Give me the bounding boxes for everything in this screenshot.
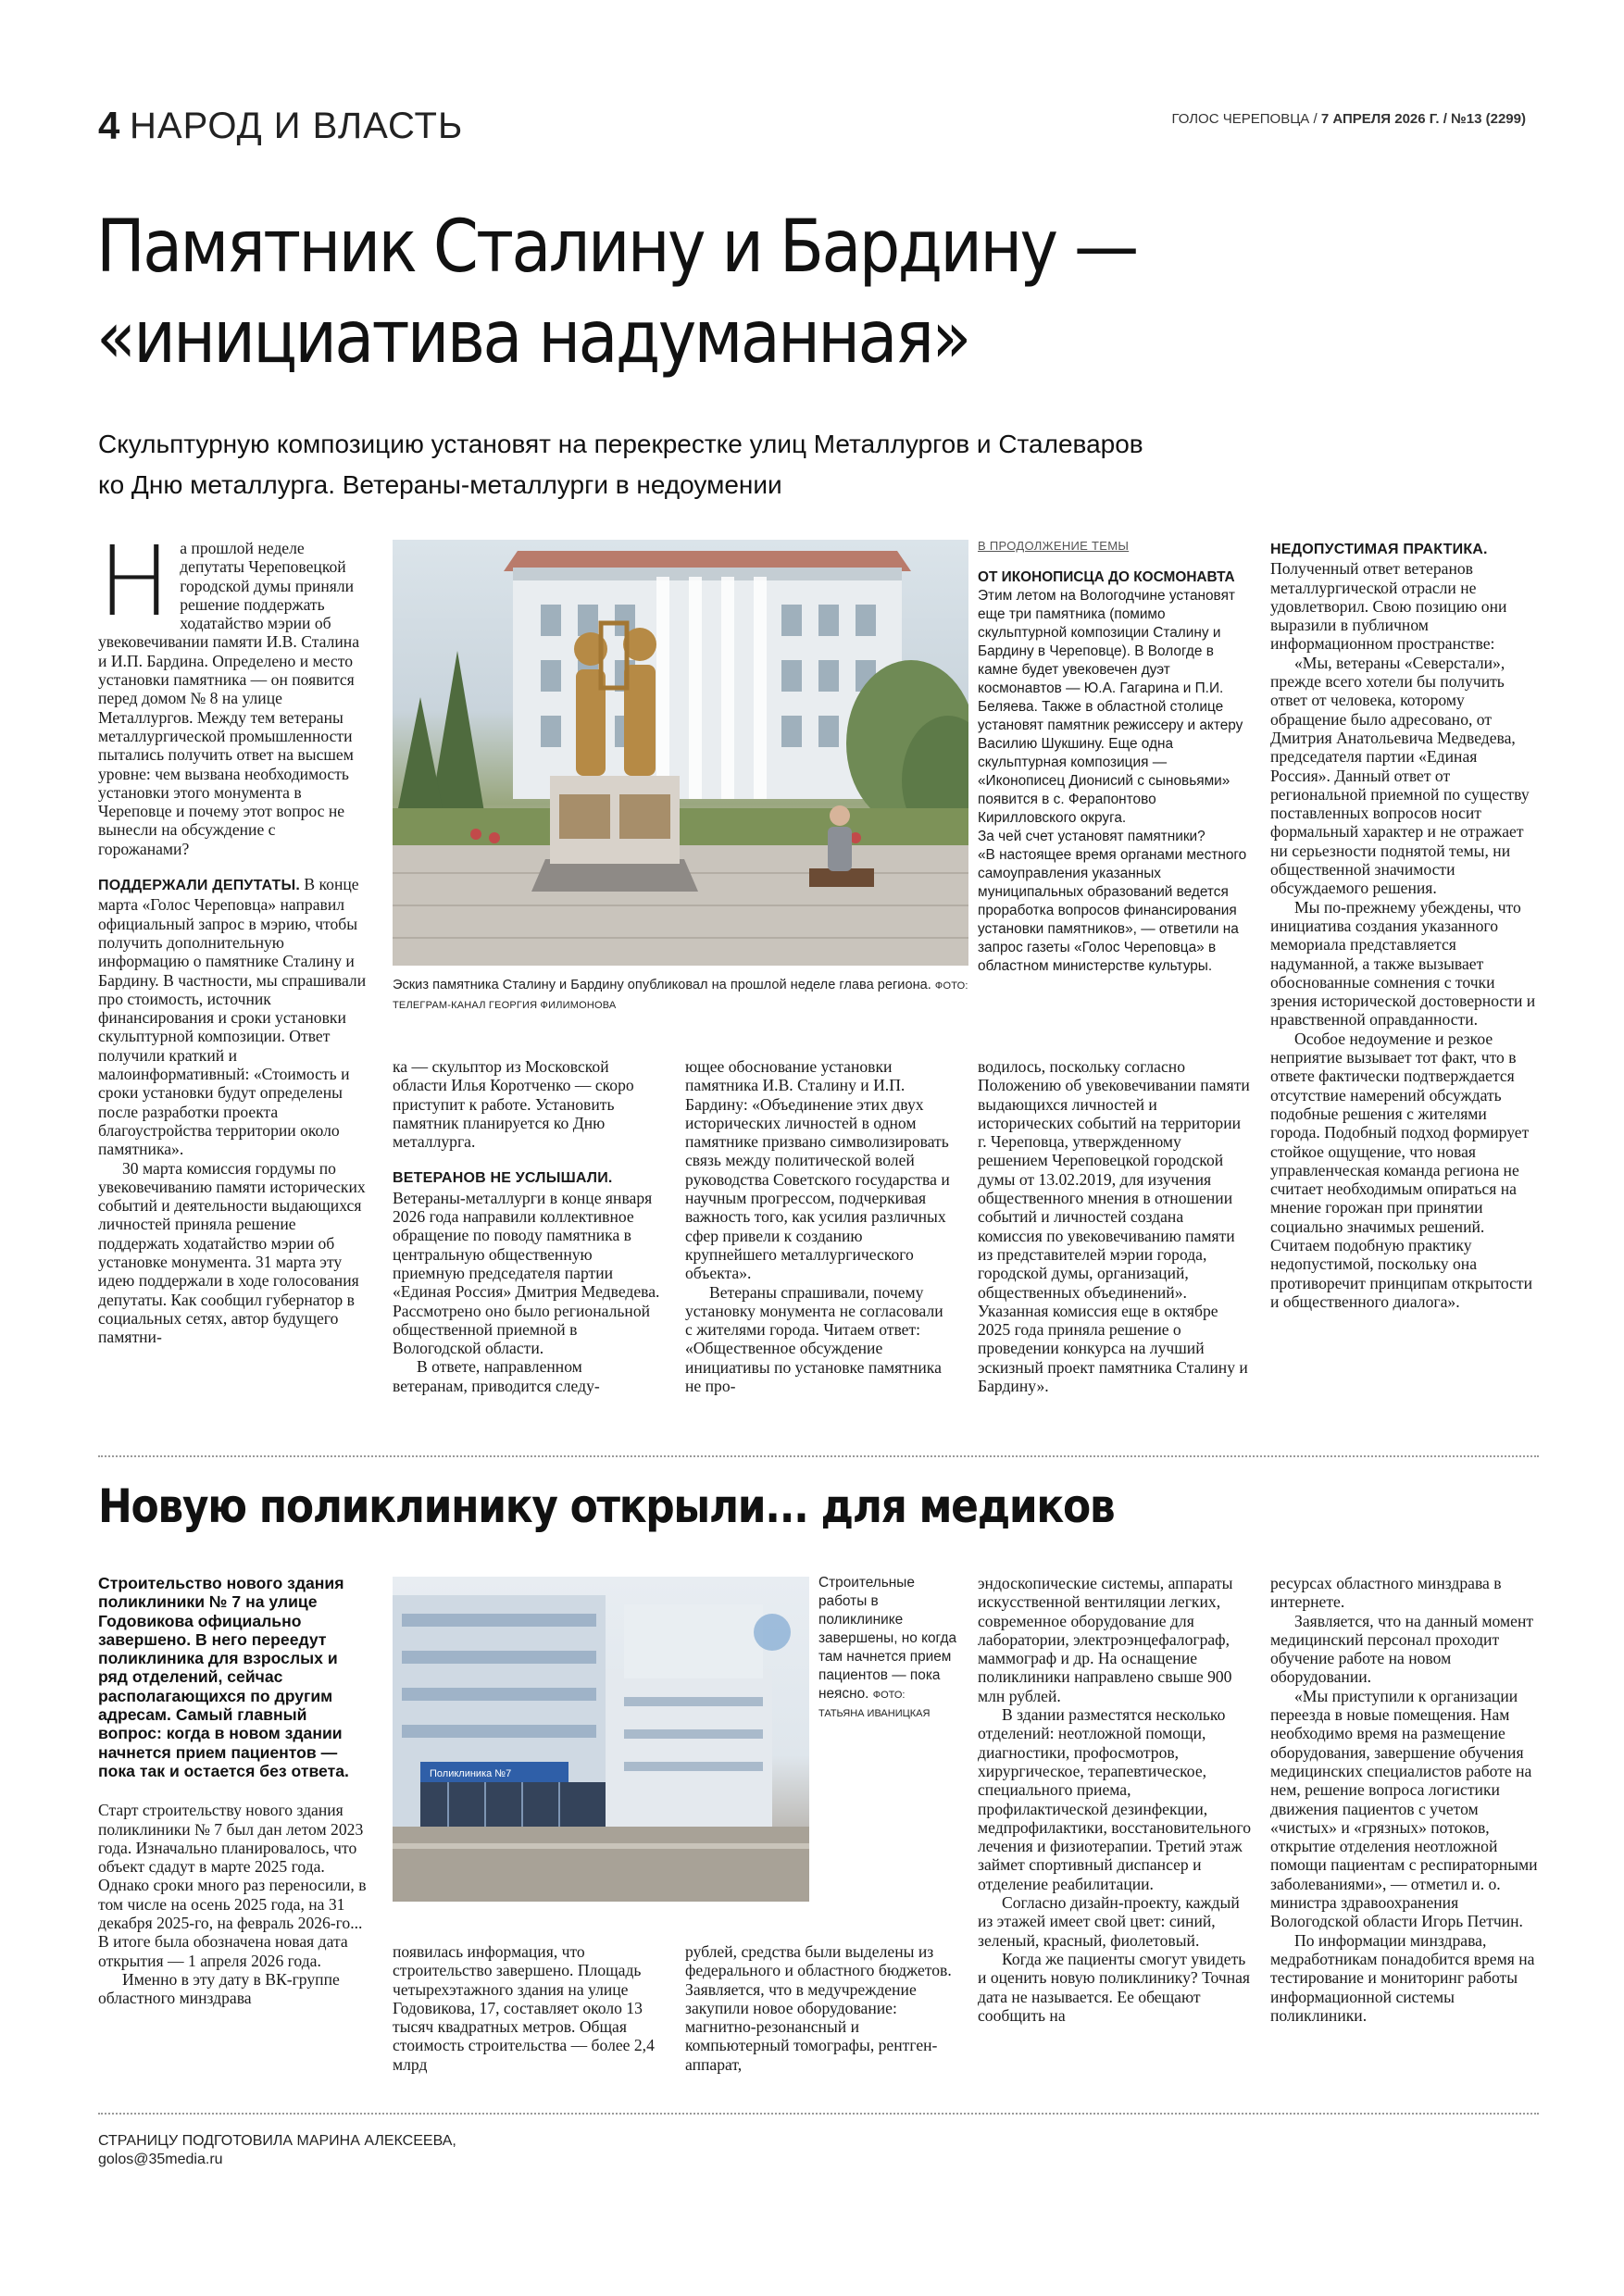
- issue-date: 7 АПРЕЛЯ 2026 Г. / №13 (2299): [1320, 111, 1526, 127]
- subheading-veterans: ВЕТЕРАНОВ НЕ УСЛЫШАЛИ.: [393, 1170, 613, 1187]
- sidebar-question: За чей счет установят памятники?: [978, 829, 1206, 844]
- drop-cap: Н: [98, 525, 171, 638]
- subheading-practice: НЕДОПУСТИМАЯ ПРАКТИКА.: [1270, 542, 1488, 557]
- footer-divider: [98, 2113, 1539, 2115]
- article1-paragraph: 30 марта комиссия гордумы по увековечиванию памяти исторических событий и деятельности выдающихся личностей приняла решение поддержать ходатайство мэрии об установке монумента. 31 марта эту идею поддержали в ходе голосования депутаты. Как сообщил губернатор в социальных сетях, автор будущего памятни-: [98, 1158, 366, 1347]
- article1-paragraph: ПОДДЕРЖАЛИ ДЕПУТАТЫ. В конце марта «Голос Череповца» направил официальный запрос в мэрию, чтобы получить дополнительную информацию о памятнике Сталину и Бардину. В частности, мы спрашивали про стоимость, источник финансирования и сроки установки скульптурной композиции. Ответ получили краткий и малоинформативный: «Стоимость и сроки установки будут определены после разработки проекта благоустройства территории около памятника».: [98, 875, 367, 1159]
- article1-column-5: НЕДОПУСТИМАЯ ПРАКТИКА. Полученный ответ ветеранов металлургической отрасли не удовлетворил. Свою позицию они выразили в публичном информационном пространстве: «Мы, ветераны «Северстали», прежде всего хотели бы получить ответ от человека, которому обращение было адресовано, от Дмитрия Анатольевича Медведева, председателя партии «Единая Россия». Данный ответ от региональной приемной по существу поставленных вопросов носит формальный характер и не отражает ни серьезности поднятой темы, ни общественной значимости обсуждаемого решения. Мы по-прежнему убеждены, что инициатива создания указанного мемориала представляется надуманной, а также вызывает обоснованные сомнения с точки зрения исторической достоверности и нравственной оправданности. Особое недоумение и резкое неприятие вызывает тот факт, что в ответе фактически подтверждается отсутствие намерений обсуждать подобные решения с жителями города. Подобный подход формирует стойкое ощущение, что новая управленческая команда региона не считает необходимым опираться на мнение горожан при принятии социально значимых решений. Считаем подобную практику недопустимой, поскольку она противоречит принципам открытости и общественного диалога».: [1270, 539, 1539, 1311]
- page-credits: [98, 2132, 456, 2169]
- photo2-credit: ТАТЬЯНА ИВАНИЦКАЯ: [818, 1708, 931, 1719]
- article1-column-3: ющее обоснование установки памятника И.В. Сталину и И.П. Бардину: «Объединение этих двух исторических личностей в одном памятнике призвано символизировать связь между политической волей руководства Советского государства и научным прогрессом, подчеркивая важность того, как усилия различных сфер привели к созданию крупнейшего металлургического объекта». Ветераны спрашивали, почему установку монумента не согласовали с жителями города. Читаем ответ: «Общественное обсуждение инициативы по установке памятника не про-: [685, 1057, 950, 1396]
- article1-intro-paragraph: На прошлой неделе депутаты Череповецкой городской думы приняли решение поддержать ходатайство мэрии об увековечивании памяти И.В. Сталина и И.П. Бардина. Определено и место установки памятника — он появится перед домом № 8 на улице Металлургов. Между тем ветераны металлургической промышленности пытались получить ответ на высшем уровне: чем вызвана необходимость установки этого монумента в Череповце и почему этот вопрос не вынесли на обсуждение с горожанами?: [98, 525, 360, 858]
- article2-column-5: ресурсах областного минздрава в интернете. Заявляется, что на данный момент медицинский персонал проходит обучение работе на новом оборудовании. «Мы приступили к организации переезда в новые помещения. Нам необходимо время на размещение оборудования, завершение обучения медицинских специалистов работе на нем, решение вопроса логистики движения пациентов с учетом «чистых» и «грязных» потоков, открытие отделения неотложной помощи пациентам с респираторными заболеваниями», — отметил и. о. министра здравоохранения Вологодской области Игорь Петчин. По информации минздрава, медработникам понадобится время на тестирование и мониторинг работы информационной системы поликлиники.: [1270, 1574, 1538, 2025]
- article1-title-line1: Памятник Сталину и Бардину —: [96, 206, 1137, 289]
- article2-column-1: Строительство нового здания поликлиники № 7 на улице Годовикова официально завершено. В него переедут поликлиника для взрослых и ряд отделений, сейчас располагающихся по другим адресам. Самый главный вопрос: когда в новом здании начнется прием пациентов — пока так и остается без ответа. Старт строительству нового здания поликлиники № 7 был дан летом 2023 года. Изначально планировалось, что объект сдадут в марте 2025 года. Однако сроки много раз переносили, в том числе на осень 2025 года, на 31 декабря 2025-го, на февраль 2026-го... В итоге была обозначена новая дата открытия — 1 апреля 2026 года. Именно в эту дату в ВК-группе областного минздрава: [98, 1574, 370, 2008]
- article2-lead: Строительство нового здания поликлиники № 7 на улице Годовикова официально завершено. В него переедут поликлиника для взрослых и ряд отделений, сейчас располагающихся по другим адресам. Самый главный вопрос: когда в новом здании начнется прием пациентов — пока так и остается без ответа.: [98, 1574, 349, 1780]
- article2-title: Новую поликлинику открыли... для медиков: [98, 1479, 1115, 1533]
- section-rubric: НАРОД И ВЛАСТЬ: [130, 106, 464, 146]
- newspaper-name: ГОЛОС ЧЕРЕПОВЦА /: [1171, 111, 1321, 127]
- article1-column-4: водилось, поскольку согласно Положению об увековечивании памяти выдающихся личностей и исторических событий на территории г. Череповца, утвержденному решением Череповецкой городской думы от 13.02.2019, для изучения общественного мнения в отношении событий и личностей создана комиссия по увековечиванию памяти из представителей мэрии города, городской думы, организаций, общественных объединений». Указанная комиссия еще в октябре 2025 года приняла решение о проведении конкурса на лучший эскизный проект памятника Сталину и Бардину».: [978, 1057, 1250, 1396]
- article1-lead: [98, 424, 1450, 505]
- photo2-caption: Строительные работы в поликлинике завершены, но когда там начнется прием пациентов — пока неясно. ФОТО: ТАТЬЯНА ИВАНИЦКАЯ: [818, 1574, 967, 1723]
- sidebar-text: Этим летом на Вологодчине установят еще три памятника (помимо скульптурной композиции Сталину и Бардину в Череповце). В Вологде в камне будет увековечен дуэт космонавтов — Ю.А. Гагарина и П.И. Беляева. Также в областной столице установят памятник режиссеру и актеру Василию Шукшину. Еще одна скульптурная композиция — «Иконописец Дионисий с сыновьями» появится в с. Ферапонтово Кирилловского округа.: [978, 588, 1243, 826]
- article1-title-line2: «инициатива надуманная»: [96, 296, 969, 380]
- monument-illustration: [393, 540, 968, 966]
- polyclinic-photo: [393, 1577, 809, 1902]
- sidebar-title: ОТ ИКОНОПИСЦА ДО КОСМОНАВТА: [978, 569, 1235, 585]
- article2-column-2: появилась информация, что строительство завершено. Площадь четырехэтажного здания на улице Годовикова, 17, составляет около 13 тысяч квадратных метров. Общая стоимость строительства — более 2,4 млрд: [393, 1942, 655, 2074]
- photo1-credit: ФОТО: ТЕЛЕГРАМ-КАНАЛ ГЕОРГИЯ ФИЛИМОНОВА: [393, 980, 968, 1011]
- related-sidebar: [978, 537, 1252, 976]
- sidebar-kicker: В ПРОДОЛЖЕНИЕ ТЕМЫ: [978, 539, 1130, 553]
- article1-lead-line2: ко Дню металлурга. Ветераны-металлурги в недоумении: [98, 470, 782, 499]
- article1-title: [96, 202, 1263, 383]
- article1-column-1: [98, 525, 369, 1347]
- sidebar-answer: «В настоящее время органами местного самоуправления указанных муниципальных образований ведется проработка вопросов финансирования установки памятников», — ответили на запрос газеты «Голос Череповца» в областном министерстве культуры.: [978, 847, 1247, 974]
- credits-author: СТРАНИЦУ ПОДГОТОВИЛА МАРИНА АЛЕКСЕЕВА,: [98, 2133, 456, 2149]
- page-number: 4: [98, 104, 120, 147]
- subheading-deputies: ПОДДЕРЖАЛИ ДЕПУТАТЫ.: [98, 878, 300, 894]
- article1-column-2: ка — скульптор из Московской области Илья Коротченко — скоро приступит к работе. Установить памятник планируется ко Дню металлурга. ВЕТЕРАНОВ НЕ УСЛЫШАЛИ. Ветераны-металлурги в конце января 2026 года направили коллективное обращение по поводу памятника в центральную общественную приемную председателя партии «Единая Россия» Дмитрия Медведева. Рассмотрено оно было региональной общественной приемной в Вологодской области. В ответе, направленном ветеранам, приводится следу-: [393, 1057, 660, 1395]
- polyclinic-illustration: [393, 1577, 809, 1902]
- article-divider: [98, 1455, 1539, 1457]
- clinic-sign-text: Поликлиника №7: [430, 1768, 512, 1779]
- monument-sketch-photo: [393, 540, 968, 966]
- article2-column-4: эндоскопические системы, аппараты искусственной вентиляции легких, современное оборудование для лаборатории, электроэнцефалограф, маммограф и др. На оснащение поликлиники направлено свыше 900 млн рублей. В здании разместятся несколько отделений: неотложной помощи, диагностики, профосмотров, хирургическое, терапевтическое, специального приема, профилактической дезинфекции, медпрофилактики, восстановительного лечения и физиотерапии. Третий этаж займет спортивный диспансер и отделение реабилитации. Согласно дизайн-проекту, каждый из этажей имеет свой цвет: синий, зеленый, красный, фиолетовый. Когда же пациенты смогут увидеть и оценить новую поликлинику? Точная дата не называется. Ее обещают сообщить на: [978, 1574, 1252, 2025]
- article1-paragraph: НЕДОПУСТИМАЯ ПРАКТИКА. Полученный ответ ветеранов металлургической отрасли не удовлетворил. Свою позицию они выразили в публичном информационном пространстве:: [1270, 542, 1507, 654]
- photo1-caption: Эскиз памятника Сталину и Бардину опубликовал на прошлой неделе глава региона. ФОТО: ТЕЛЕГРАМ-КАНАЛ ГЕОРГИЯ ФИЛИМОНОВА: [393, 978, 968, 1011]
- article1-lead-line1: Скульптурную композицию установят на перекрестке улиц Металлургов и Сталеваров: [98, 430, 1143, 458]
- photo2-credit-label: ФОТО:: [872, 1690, 906, 1701]
- article1-paragraph: ВЕТЕРАНОВ НЕ УСЛЫШАЛИ. Ветераны-металлурги в конце января 2026 года направили коллективное обращение по поводу памятника в центральную общественную приемную председателя партии «Единая Россия» Дмитрия Медведева. Рассмотрено оно было региональной общественной приемной в Вологодской области.: [393, 1170, 660, 1358]
- credits-email: golos@35media.ru: [98, 2152, 223, 2167]
- article2-column-3: рублей, средства были выделены из федерального и областного бюджетов. Заявляется, что в медучреждение закупили новое оборудование: магнитно-резонансный и компьютерный томографы, рентген-аппарат,: [685, 1942, 952, 2074]
- issue-info: [1171, 109, 1526, 130]
